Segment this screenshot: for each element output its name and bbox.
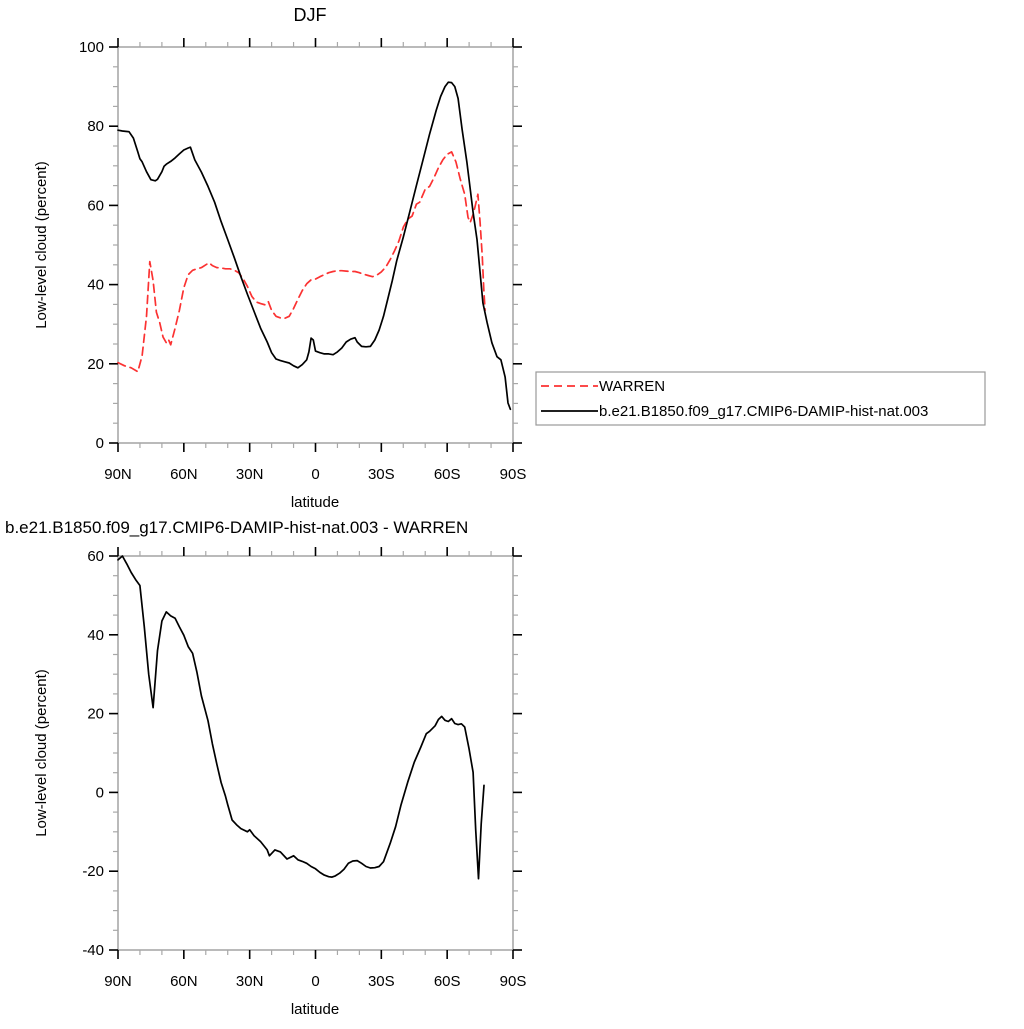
legend-entry-warren: WARREN: [599, 378, 666, 395]
y-tick-label: 0: [95, 435, 104, 452]
x-tick-label: 30N: [235, 973, 264, 990]
x-tick-label: 60S: [433, 973, 461, 990]
y-tick-label: 60: [87, 197, 104, 215]
x-tick-label: 90S: [499, 466, 527, 483]
chart2-tick-labels: [82, 548, 526, 990]
y-tick-label: 40: [87, 276, 104, 294]
x-tick-label: 60N: [170, 973, 198, 990]
y-tick-label: 20: [87, 355, 104, 373]
x-tick-label: 0: [311, 973, 320, 990]
chart1-y-axis-label: Low-level cloud (percent): [33, 161, 50, 329]
y-tick-label: 100: [78, 39, 104, 56]
y-tick-label: 0: [95, 784, 104, 802]
x-tick-label: 30S: [367, 466, 395, 483]
y-tick-label: 40: [87, 626, 104, 644]
y-tick-label: -40: [82, 942, 104, 959]
chart2-series-line: [118, 556, 484, 879]
chart2-y-axis-label: Low-level cloud (percent): [33, 669, 50, 837]
x-tick-label: 60N: [170, 466, 198, 483]
x-tick-label: 90N: [104, 466, 132, 483]
y-tick-label: 20: [87, 705, 104, 723]
y-tick-label: 60: [87, 548, 104, 565]
x-tick-label: 30N: [235, 466, 264, 483]
legend: [536, 372, 985, 425]
y-tick-label: -20: [82, 863, 104, 881]
chart2-tick-marks: [109, 547, 522, 959]
x-tick-label: 90S: [499, 973, 527, 990]
x-tick-label: 30S: [367, 973, 395, 990]
x-tick-label: 90N: [104, 973, 132, 990]
y-tick-label: 80: [87, 118, 104, 136]
chart2-title: b.e21.B1850.f09_g17.CMIP6-DAMIP-hist-nat.003 - WARREN: [5, 518, 469, 537]
plot-border: [118, 47, 513, 443]
chart1-tick-marks: [109, 38, 522, 452]
chart1-plot-frame: [118, 47, 513, 443]
chart2-x-axis-label: latitude: [290, 1001, 340, 1018]
series-line-difference-model-warren-: [118, 556, 484, 879]
chart1-series-lines: [118, 82, 510, 409]
x-tick-label: 0: [311, 466, 320, 483]
legend-entry-model: b.e21.B1850.f09_g17.CMIP6-DAMIP-hist-nat.003: [599, 403, 929, 420]
x-tick-label: 60S: [433, 466, 461, 483]
plot-border: [118, 556, 513, 950]
series-line-b-e21-b1850-f09-g17-cmip6-damip-hist-nat: [118, 82, 510, 409]
chart1-x-axis-label: latitude: [290, 494, 340, 511]
chart1-title: DJF: [293, 5, 327, 25]
series-line-warren: [118, 152, 485, 372]
chart2-plot-frame: [118, 556, 513, 950]
